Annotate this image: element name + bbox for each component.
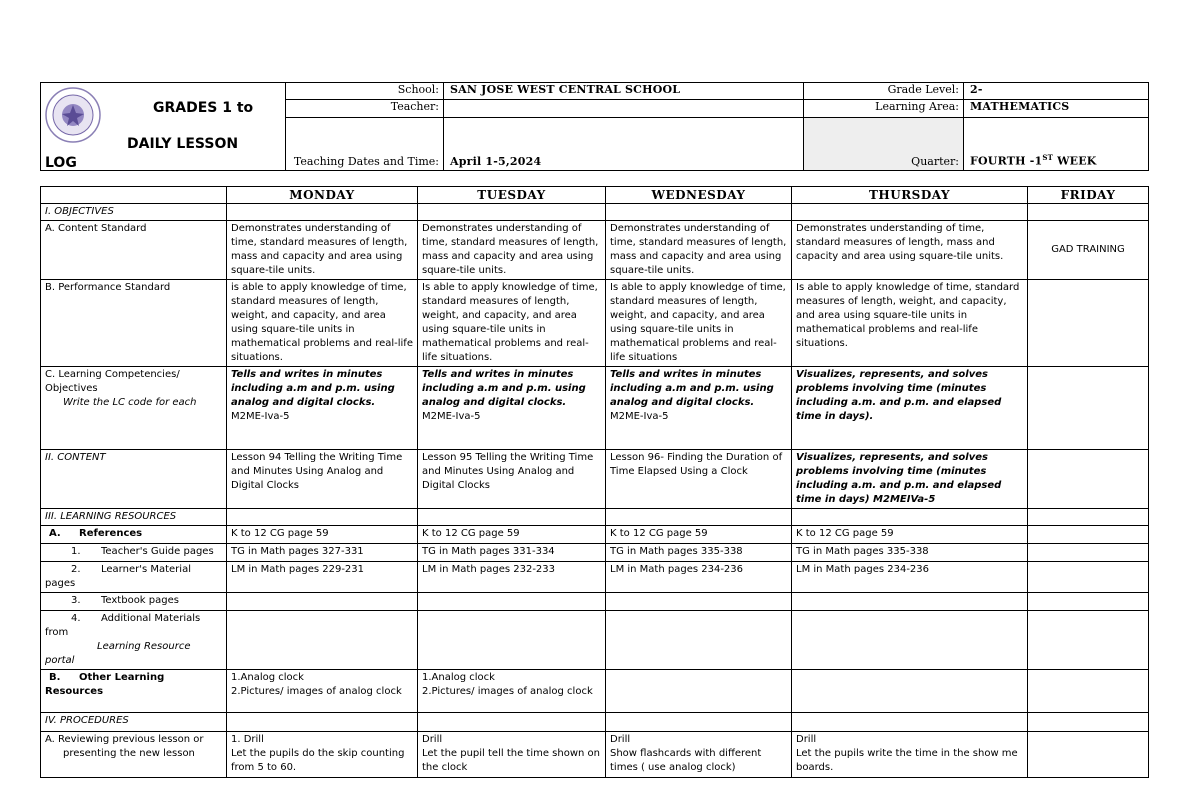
cell-lc-mon: Tells and writes in minutes including a.m and p.m. using analog and digital clocks. M2ME-Iva-5 [227, 367, 418, 450]
table-row [41, 713, 1149, 732]
cell-tg-thu: TG in Math pages 335-338 [792, 544, 1028, 562]
area-value: MATHEMATICS [964, 100, 1149, 118]
cell-ref-mon: K to 12 CG page 59 [227, 526, 418, 544]
cell-tg-wed: TG in Math pages 335-338 [606, 544, 792, 562]
cell-tg-tue: TG in Math pages 331-334 [418, 544, 606, 562]
title-line3: LOG [45, 155, 77, 171]
table-row [41, 367, 1149, 450]
empty-corner-cell [41, 187, 227, 204]
section-resources: III. LEARNING RESOURCES [41, 509, 227, 526]
dates-label: Teaching Dates and Time: [286, 118, 444, 171]
section-content: II. CONTENT [41, 450, 227, 509]
title-line1: GRADES 1 to [153, 100, 254, 116]
cell-olr-mon: 1.Analog clock 2.Pictures/ images of analog clock [227, 670, 418, 713]
cell-lm-tue: LM in Math pages 232-233 [418, 562, 606, 593]
cell-ref-thu: K to 12 CG page 59 [792, 526, 1028, 544]
table-row [41, 544, 1149, 562]
section-objectives: I. OBJECTIVES [41, 204, 227, 221]
teacher-label: Teacher: [286, 100, 444, 118]
title-line2: DAILY LESSON [127, 136, 239, 152]
table-row [41, 450, 1149, 509]
header-table [40, 82, 1149, 171]
table-row [41, 509, 1149, 526]
cell-ps-thu: Is able to apply knowledge of time, standard measures of length, weight, and capacity, and area using square-tile units in mathematical problems and real-life situations. [792, 280, 1028, 367]
cell-ct-wed: Lesson 96- Finding the Duration of Time Elapsed Using a Clock [606, 450, 792, 509]
days-header-row [41, 187, 1149, 204]
cell-ref-wed: K to 12 CG page 59 [606, 526, 792, 544]
teacher-value [444, 100, 804, 118]
cell-ct-tue: Lesson 95 Telling the Writing Time and Minutes Using Analog and Digital Clocks [418, 450, 606, 509]
table-row [41, 611, 1149, 670]
grade-value: 2- [964, 83, 1149, 100]
school-value: SAN JOSE WEST CENTRAL SCHOOL [444, 83, 804, 100]
cell-rv-mon: 1. Drill Let the pupils do the skip counting from 5 to 60. [227, 732, 418, 778]
day-wednesday: WEDNESDAY [606, 187, 792, 204]
cell-cs-mon: Demonstrates understanding of time, standard measures of length, mass and capacity and area using square-tile units. [227, 221, 418, 280]
cell-lc-thu: Visualizes, represents, and solves problems involving time (minutes including a.m. and p.m. and elapsed time in days). [792, 367, 1028, 450]
cell-ct-mon: Lesson 94 Telling the Writing Time and Minutes Using Analog and Digital Clocks [227, 450, 418, 509]
row-label-performance-standard: B. Performance Standard [41, 280, 227, 367]
cell-ref-tue: K to 12 CG page 59 [418, 526, 606, 544]
header-title-cell [41, 83, 286, 171]
lesson-log-table [40, 186, 1149, 778]
day-tuesday: TUESDAY [418, 187, 606, 204]
cell-cs-thu: Demonstrates understanding of time, standard measures of length, mass and capacity and area using square-tile units. [792, 221, 1028, 280]
row-label-content-standard: A. Content Standard [41, 221, 227, 280]
day-monday: MONDAY [227, 187, 418, 204]
row-label-references: A. References [41, 526, 227, 544]
quarter-value: FOURTH -1ST WEEK [964, 118, 1149, 171]
cell-ps-tue: Is able to apply knowledge of time, standard measures of length, weight, and capacity, and area using square-tile units in mathematical problems and real-life situations. [418, 280, 606, 367]
cell-lm-mon: LM in Math pages 229-231 [227, 562, 418, 593]
row-label-competencies: C. Learning Competencies/ Objectives Write the LC code for each [41, 367, 227, 450]
cell-lm-wed: LM in Math pages 234-236 [606, 562, 792, 593]
table-row [41, 562, 1149, 593]
table-row [41, 280, 1149, 367]
cell-ps-mon: is able to apply knowledge of time, standard measures of length, weight, and capacity, and area using square-tile units in mathematical problems and real-life situations. [227, 280, 418, 367]
cell-rv-tue: Drill Let the pupil tell the time shown on the clock [418, 732, 606, 778]
cell-rv-thu: Drill Let the pupils write the time in the show me boards. [792, 732, 1028, 778]
row-label-tg: 1. Teacher's Guide pages [41, 544, 227, 562]
row-label-textbook: 3. Textbook pages [41, 593, 227, 611]
row-label-other-resources: B. Other Learning Resources [41, 670, 227, 713]
cell-lc-wed: Tells and writes in minutes including a.m and p.m. using analog and digital clocks. M2ME-Iva-5 [606, 367, 792, 450]
quarter-label: Quarter: [804, 118, 964, 171]
area-label: Learning Area: [804, 100, 964, 118]
grade-label: Grade Level: [804, 83, 964, 100]
day-thursday: THURSDAY [792, 187, 1028, 204]
school-label: School: [286, 83, 444, 100]
table-row [41, 732, 1149, 778]
row-label-lm: 2. Learner's Material pages [41, 562, 227, 593]
deped-seal-icon [45, 87, 101, 143]
table-row [41, 670, 1149, 713]
table-row [41, 221, 1149, 280]
row-label-reviewing: A. Reviewing previous lesson or presenting the new lesson [41, 732, 227, 778]
cell-lc-tue: Tells and writes in minutes including a.m and p.m. using analog and digital clocks. M2ME-Iva-5 [418, 367, 606, 450]
cell-ps-wed: Is able to apply knowledge of time, standard measures of length, weight, and capacity, and area using square-tile units in mathematical problems and real-life situations [606, 280, 792, 367]
cell-olr-tue: 1.Analog clock 2.Pictures/ images of analog clock [418, 670, 606, 713]
cell-lm-thu: LM in Math pages 234-236 [792, 562, 1028, 593]
dates-value: April 1-5,2024 [444, 118, 804, 171]
cell-cs-wed: Demonstrates understanding of time, standard measures of length, mass and capacity and area using square-tile units. [606, 221, 792, 280]
cell-cs-fri: GAD TRAINING [1028, 221, 1149, 280]
cell-rv-wed: Drill Show flashcards with different times ( use analog clock) [606, 732, 792, 778]
section-procedures: IV. PROCEDURES [41, 713, 227, 732]
row-label-additional: 4. Additional Materials from Learning Resource portal [41, 611, 227, 670]
cell-cs-tue: Demonstrates understanding of time, standard measures of length, mass and capacity and area using square-tile units. [418, 221, 606, 280]
cell-tg-mon: TG in Math pages 327-331 [227, 544, 418, 562]
cell-ct-thu: Visualizes, represents, and solves problems involving time (minutes including a.m. and p.m. and elapsed time in days) M2MEIVa-5 [792, 450, 1028, 509]
day-friday: FRIDAY [1028, 187, 1149, 204]
table-row [41, 204, 1149, 221]
table-row [41, 593, 1149, 611]
table-row [41, 526, 1149, 544]
